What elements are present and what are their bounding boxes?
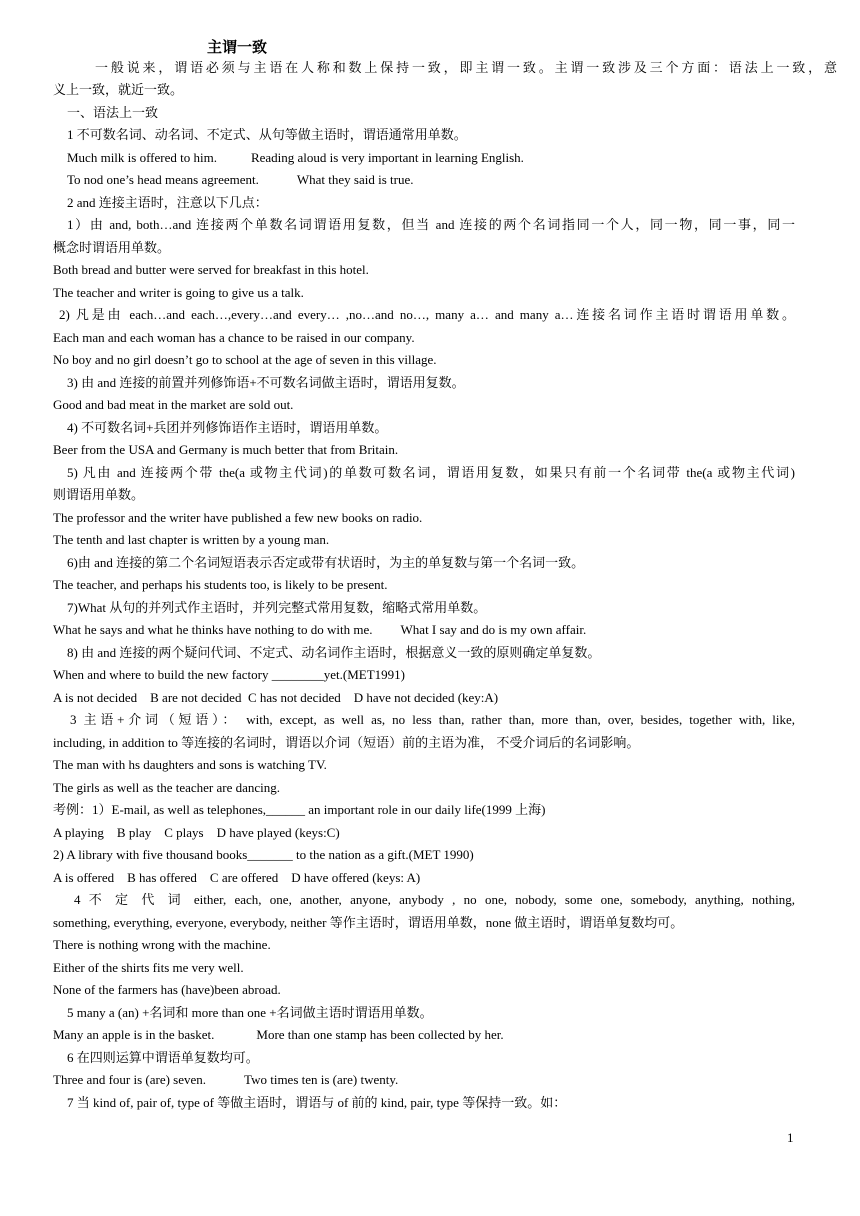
example-a: To nod one’s head means agreement. bbox=[67, 172, 259, 187]
example-a: Much milk is offered to him. bbox=[67, 150, 217, 165]
text-line: 1）由 and, both…and 连接两个单数名词谓语用复数，但当 and 连接的两个名词指同一个人，同一物，同一事，同一 bbox=[67, 217, 795, 232]
example-line bbox=[67, 149, 524, 167]
example-line: Both bread and butter were served for breakfast in this hotel. bbox=[53, 262, 369, 277]
text-line: 则谓语用单数。 bbox=[53, 487, 145, 502]
exam-question: 考例：1）E-mail, as well as telephones,______ an important role in our daily life(1999 上海) bbox=[53, 802, 546, 817]
section-heading: 一、语法上一致 bbox=[67, 105, 159, 120]
example-b: More than one stamp has been collected by her. bbox=[256, 1027, 504, 1042]
text-line: 2) 凡是由 each…and each…,every…and every… ,no…and no…, many a… and many a…连接名词作主语时谓语用单数。 bbox=[59, 307, 795, 322]
example-b: Reading aloud is very important in learning English. bbox=[250, 150, 524, 165]
example-a: What he says and what he thinks have nothing to do with me. bbox=[53, 622, 373, 637]
text-line: 义上一致，就近一致。 bbox=[53, 82, 184, 97]
text-line: 8) 由 and 连接的两个疑问代词、不定式、动名词作主语时，根据意义一致的原则确定单复数。 bbox=[67, 645, 601, 660]
exam-question: 2) A library with five thousand books_______ to the nation as a gift.(MET 1990) bbox=[53, 847, 474, 862]
example-a: Three and four is (are) seven. bbox=[53, 1072, 207, 1087]
rule-heading: 5 many a (an) +名词和 more than one +名词做主语时谓语用单数。 bbox=[67, 1005, 433, 1020]
example-line: None of the farmers has (have)been abroad. bbox=[53, 982, 281, 997]
example-line: The girls as well as the teacher are dancing. bbox=[53, 780, 281, 795]
exam-options: A is offered B has offered C are offered D have offered (keys: A) bbox=[53, 870, 421, 885]
example-line: The professor and the writer have published a few new books on radio. bbox=[53, 510, 423, 525]
example-line: Either of the shirts fits me very well. bbox=[53, 960, 244, 975]
text-line: 6)由 and 连接的第二个名词短语表示否定或带有状语时，为主的单复数与第一个名词一致。 bbox=[67, 555, 585, 570]
page-number: 1 bbox=[787, 1130, 794, 1145]
exam-options: A is not decided B are not decided C has not decided D have not decided (key:A) bbox=[53, 690, 499, 705]
example-b: What I say and do is my own affair. bbox=[400, 622, 587, 637]
example-b: Two times ten is (are) twenty. bbox=[244, 1072, 399, 1087]
text-line: 7)What 从句的并列式作主语时，并列完整式常用复数，缩略式常用单数。 bbox=[67, 600, 487, 615]
example-line: Good and bad meat in the market are sold out. bbox=[53, 397, 294, 412]
example-line: Each man and each woman has a chance to be raised in our company. bbox=[53, 330, 415, 345]
rule-heading: 6 在四则运算中谓语单复数均可。 bbox=[67, 1050, 259, 1065]
text-line: 3) 由 and 连接的前置并列修饰语+不可数名词做主语时，谓语用复数。 bbox=[67, 375, 465, 390]
example-line bbox=[53, 1071, 398, 1089]
exam-options: A playing B play C plays D have played (keys:C) bbox=[53, 825, 340, 840]
example-line: The man with hs daughters and sons is watching TV. bbox=[53, 757, 327, 772]
text-line: including, in addition to 等连接的名词时，谓语以介词（短语）前的主语为准， 不受介词后的名词影响。 bbox=[53, 735, 640, 750]
example-line: There is nothing wrong with the machine. bbox=[53, 937, 271, 952]
rule-heading: 3 主语+介词（短语）： with, except, as well as, no less than, rather than, more than, over, besides, together with, like, bbox=[70, 712, 795, 727]
example-line: The tenth and last chapter is written by a young man. bbox=[53, 532, 330, 547]
example-line: Beer from the USA and Germany is much better that from Britain. bbox=[53, 442, 399, 457]
rule-heading: 4 不 定 代 词 either, each, one, another, anyone, anybody , no one, nobody, some one, somebody, anything, nothing, bbox=[74, 892, 795, 907]
example-b: What they said is true. bbox=[296, 172, 414, 187]
text-line: 5) 凡由 and 连接两个带 the(a 或物主代词)的单数可数名词，谓语用复数，如果只有前一个名词带 the(a 或物主代词) bbox=[67, 465, 795, 480]
example-line: No boy and no girl doesn’t go to school at the age of seven in this village. bbox=[53, 352, 437, 367]
rule-heading: 2 and 连接主语时，注意以下几点： bbox=[67, 195, 268, 210]
example-line bbox=[53, 621, 586, 639]
example-line: The teacher, and perhaps his students too, is likely to be present. bbox=[53, 577, 388, 592]
text-line: 4) 不可数名词+兵团并列修饰语作主语时，谓语用单数。 bbox=[67, 420, 388, 435]
example-line: The teacher and writer is going to give us a talk. bbox=[53, 285, 304, 300]
example-line bbox=[53, 1026, 504, 1044]
rule-heading: 7 当 kind of, pair of, type of 等做主语时，谓语与 of 前的 kind, pair, type 等保持一致。如： bbox=[67, 1095, 567, 1110]
example-a: Many an apple is in the basket. bbox=[53, 1027, 215, 1042]
text-line: something, everything, everyone, everybody, neither 等作主语时，谓语用单数，none 做主语时，谓语单复数均可。 bbox=[53, 915, 684, 930]
rule-heading: 1 不可数名词、动名词、不定式、从句等做主语时，谓语通常用单数。 bbox=[67, 127, 467, 142]
text-line: 概念时谓语用单数。 bbox=[53, 240, 171, 255]
document-title: 主谓一致 bbox=[207, 38, 268, 56]
text-line: 一般说来，谓语必须与主语在人称和数上保持一致，即主谓一致。主谓一致涉及三个方面：语法上一致，意 bbox=[95, 60, 837, 75]
example-line bbox=[67, 171, 413, 189]
exam-question: When and where to build the new factory ________yet.(MET1991) bbox=[53, 667, 405, 682]
